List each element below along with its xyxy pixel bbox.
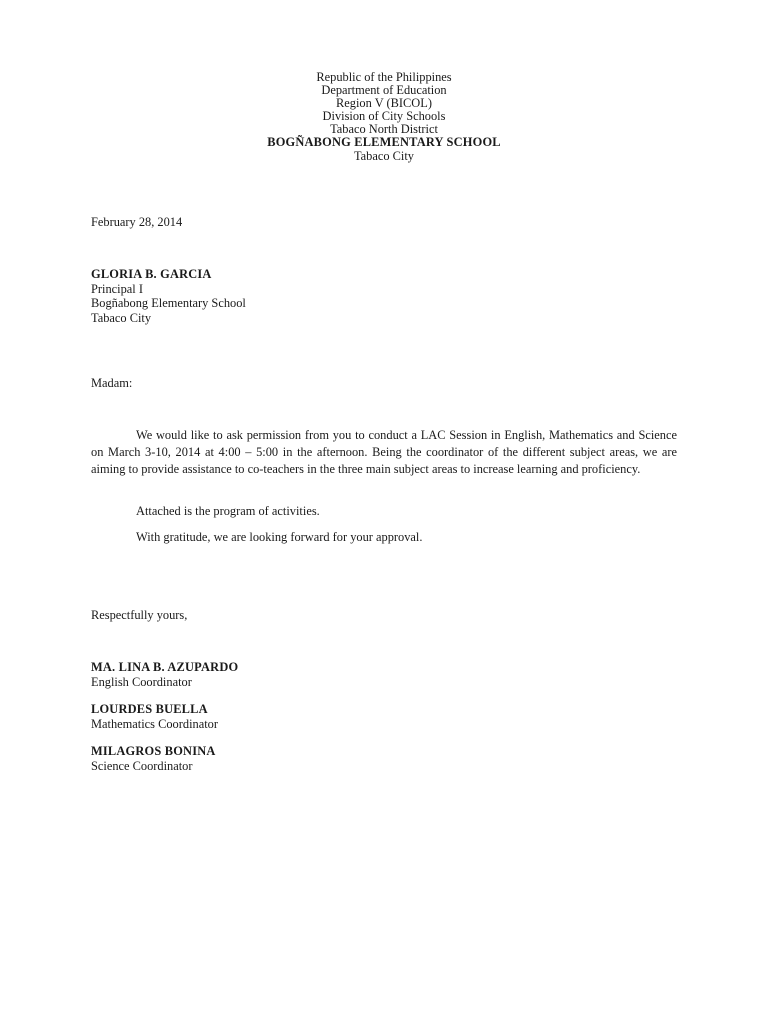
signatory-name: LOURDES BUELLA <box>91 702 208 716</box>
signatory-mathematics <box>91 702 218 731</box>
recipient-school: Bogñabong Elementary School <box>91 296 246 310</box>
recipient-block <box>91 267 246 325</box>
signatory-role: Mathematics Coordinator <box>91 716 218 731</box>
letterhead-region: Region V (BICOL) <box>336 96 432 111</box>
signatory-name: MILAGROS BONINA <box>91 744 216 758</box>
recipient-name: GLORIA B. GARCIA <box>91 267 212 281</box>
letterhead-school: BOGÑABONG ELEMENTARY SCHOOL <box>267 135 501 150</box>
signatory-name: MA. LINA B. AZUPARDO <box>91 660 239 674</box>
body-paragraph-request: We would like to ask permission from you to conduct a LAC Session in English, Mathematics and Science on March 3-10, 2014 at 4:00 – 5:00 in the afternoon. Being the coordinator of the different subject areas, we are aiming to provide assistance to co-teachers in the three main subject areas to increase learning and proficiency. <box>91 428 677 476</box>
letterhead-city: Tabaco City <box>353 148 415 163</box>
recipient-city: Tabaco City <box>91 310 152 325</box>
letter-date: February 28, 2014 <box>91 215 183 229</box>
letterhead-republic: Republic of the Philippines <box>316 70 452 84</box>
signatory-role: English Coordinator <box>91 674 192 689</box>
signatory-science <box>91 744 216 773</box>
salutation: Madam: <box>91 376 133 390</box>
closing: Respectfully yours, <box>91 608 188 622</box>
letterhead-division: Division of City Schools <box>322 109 446 124</box>
signatory-english <box>91 660 238 689</box>
letterhead-department: Department of Education <box>321 83 447 98</box>
recipient-title: Principal I <box>91 281 143 296</box>
body-paragraph-attached: Attached is the program of activities. <box>136 504 320 518</box>
letterhead-district: Tabaco North District <box>330 122 438 137</box>
letterhead <box>0 71 768 163</box>
signatory-role: Science Coordinator <box>91 758 193 773</box>
body-paragraph-gratitude: With gratitude, we are looking forward for your approval. <box>136 530 423 544</box>
